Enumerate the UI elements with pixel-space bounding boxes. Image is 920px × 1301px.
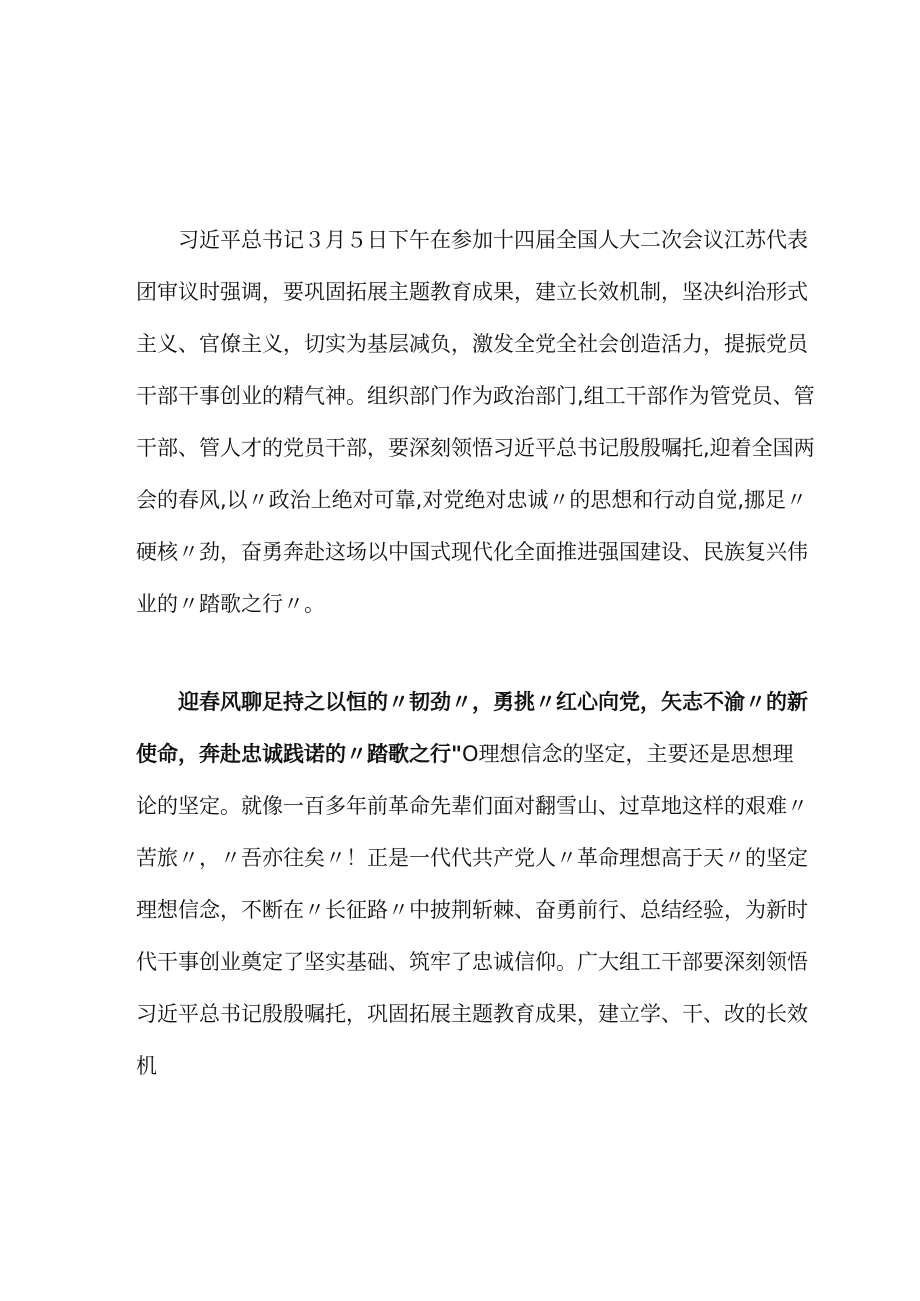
- paragraph-spacer: [136, 630, 786, 676]
- paragraph-line: 业的〃踏歌之行〃。: [136, 592, 325, 616]
- body-text: [136, 214, 815, 1092]
- paragraph-line: 会的春风,以〃政治上绝对可靠,对党绝对忠诚〃的思想和行动自觉,挪足〃: [136, 488, 808, 512]
- paragraph-line: 论的坚定。就像一百多年前革命先辈们面对翻雪山、过草地这样的艰难〃: [136, 794, 808, 818]
- paragraph-line: 理想信念，不断在〃长征路〃中披荆斩棘、奋勇前行、总结经验，为新时: [136, 898, 808, 922]
- paragraph-line: 苦旅〃，〃吾亦往矣〃！正是一代代共产党人〃革命理想高于天〃的坚定: [136, 846, 808, 870]
- bold-heading-line: 迎春风聊足持之以恒的〃韧劲〃，勇挑〃红心向党，矢志不渝〃的新: [178, 690, 808, 714]
- paragraph-2: [136, 676, 808, 1092]
- paragraph-line: 习近平总书记３月５日下午在参加十四届全国人大二次会议江苏代表: [178, 228, 808, 252]
- paragraph-line: 团审议时强调，要巩固拓展主题教育成果，建立长效机制，坚决纠治形式: [136, 280, 808, 304]
- paragraph-line: 硬核〃劲，奋勇奔赴这场以中国式现代化全面推进强国建设、民族复兴伟: [136, 540, 808, 564]
- paragraph-1: [136, 214, 815, 630]
- paragraph-line: 干部干事创业的精气神。组织部门作为政治部门,组工干部作为管党员、管: [136, 384, 815, 408]
- regular-text-segment: O理想信念的坚定，主要还是思想理: [461, 742, 794, 766]
- paragraph-line: 习近平总书记殷殷嘱托，巩固拓展主题教育成果，建立学、干、改的长效: [136, 1002, 808, 1026]
- paragraph-line: 干部、管人才的党员干部，要深刻领悟习近平总书记殷殷嘱托,迎着全国两: [136, 436, 815, 460]
- paragraph-line: 代干事创业奠定了坚实基础、筑牢了忠诚信仰。广大组工干部要深刻领悟: [136, 950, 808, 974]
- paragraph-line: 机: [136, 1054, 157, 1078]
- bold-heading-segment: 使命，奔赴忠诚践诺的〃踏歌之行": [136, 742, 462, 766]
- paragraph-line: 主义、官僚主义，切实为基层减负，激发全党全社会创造活力，提振党员: [136, 332, 808, 356]
- paragraph-line: [136, 728, 794, 780]
